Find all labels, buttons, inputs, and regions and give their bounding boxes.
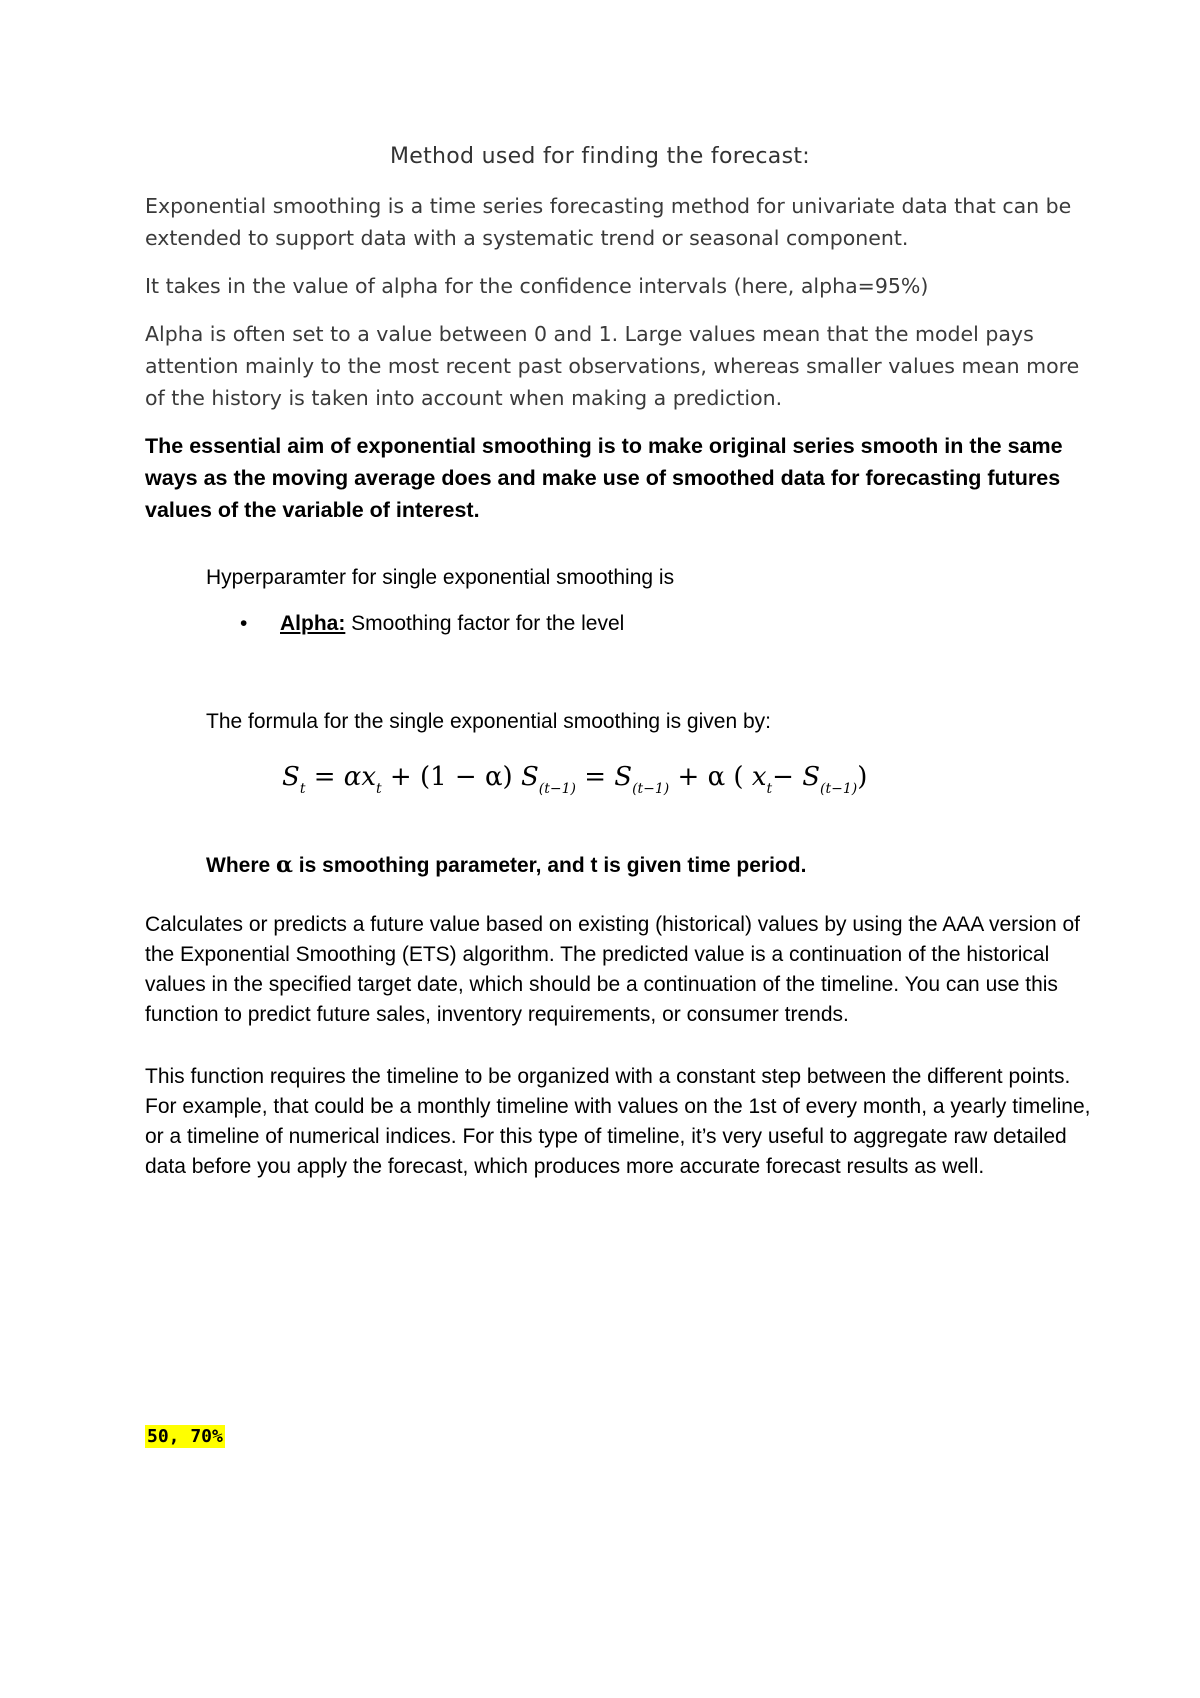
essential-aim-paragraph: The essential aim of exponential smoothing is to make original series smooth in the same ways as the moving average does and make use of smoothed data for forecasting futures values of the variable of interest. — [145, 434, 1063, 522]
page-title: Method used for finding the forecast: — [389, 144, 810, 169]
smoothing-formula: $S_t = \alpha x_t + (1 - \alpha) S_{(t-1)} = S_{(t-1)} + \alpha$ ( $x_t- S_{(t-1)}$) — [282, 762, 868, 797]
alpha-confidence-paragraph: It takes in the value of alpha for the confidence intervals (here, alpha=95%) — [145, 274, 929, 298]
bullet-item-alpha — [240, 612, 624, 636]
timeline-paragraph: This function requires the timeline to be organized with a constant step between the different points. For example, that could be a monthly timeline with values on the 1st of every month, a yearly timeline, or a timeline of numerical indices. For this type of timeline, it’s very useful to aggregate raw detailed data before you apply the forecast, which produces more accurate forecast results as well. — [145, 1065, 1091, 1178]
where-suffix: is smoothing parameter, and t is given time period. — [292, 854, 807, 877]
bullet-term: Alpha: — [280, 612, 346, 635]
where-line — [206, 852, 806, 878]
alpha-symbol: α — [276, 852, 293, 878]
hyperparameter-heading: Hyperparamter for single exponential smoothing is — [206, 566, 675, 589]
intro-paragraph: Exponential smoothing is a time series forecasting method for univariate data that can be extended to support data with a systematic trend or seasonal component. — [145, 194, 1072, 250]
highlighted-note: 50, 70% — [147, 1426, 223, 1447]
alpha-range-paragraph: Alpha is often set to a value between 0 and 1. Large values mean that the model pays attention mainly to the most recent past observations, whereas smaller values mean more of the history is taken into account when making a prediction. — [145, 322, 1080, 410]
formula-heading: The formula for the single exponential smoothing is given by: — [206, 710, 771, 733]
ets-description-paragraph: Calculates or predicts a future value based on existing (historical) values by using the AAA version of the Exponential Smoothing (ETS) algorithm. The predicted value is a continuation of the historical values in the specified target date, which should be a continuation of the timeline. You can use this function to predict future sales, inventory requirements, or consumer trends. — [145, 913, 1081, 1026]
bullet-text: Smoothing factor for the level — [345, 612, 625, 635]
where-prefix: Where — [206, 854, 277, 877]
bullet-icon: • — [240, 612, 248, 635]
